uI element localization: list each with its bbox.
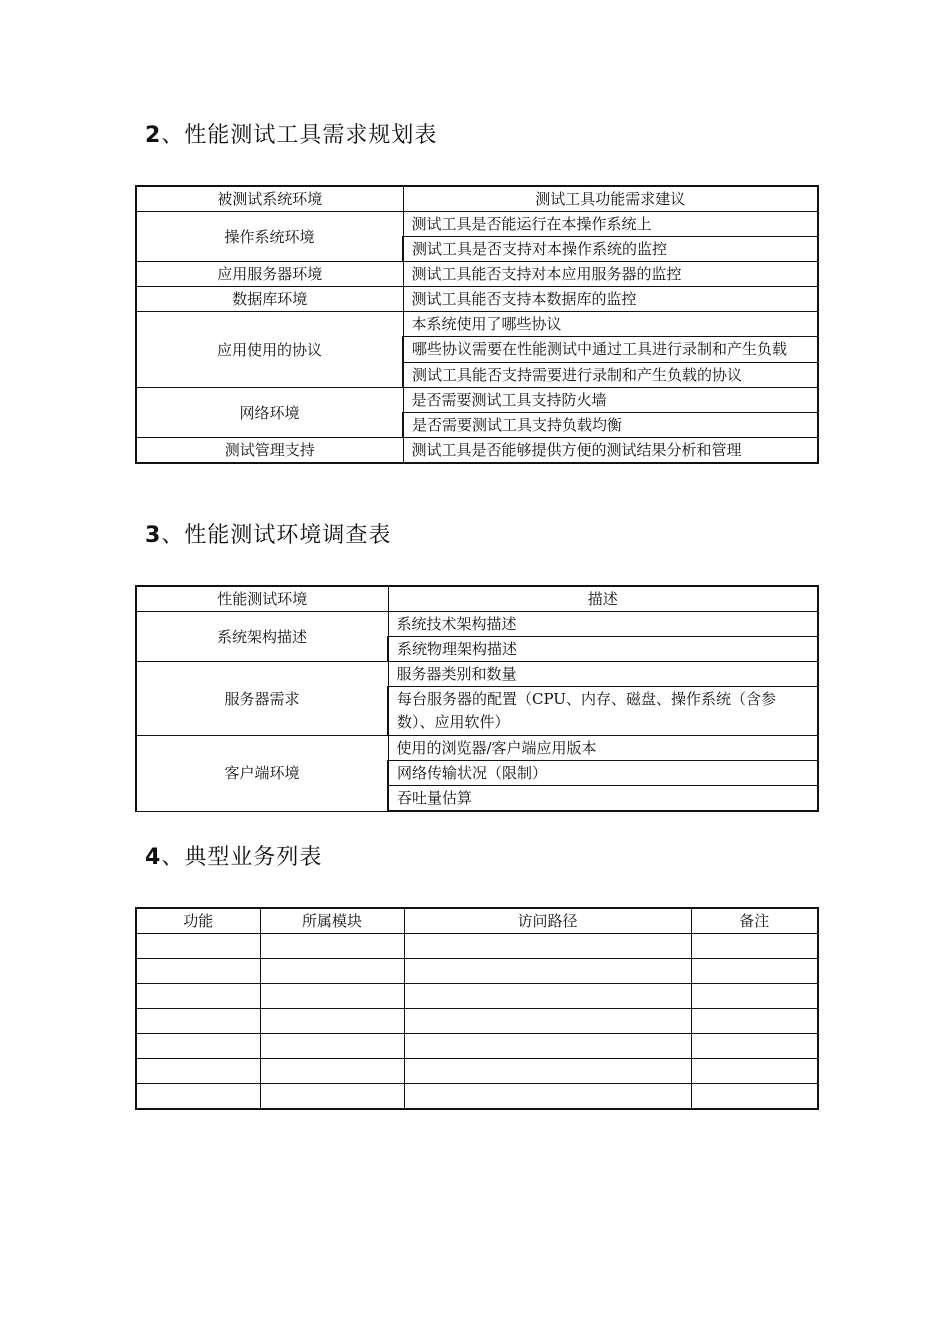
section-number: 3 [145,523,162,548]
table-header-row [136,908,818,934]
empty-cell [404,1009,691,1034]
table-row [136,287,818,312]
empty-cell [136,1034,260,1059]
requirement-item: 本系统使用了哪些协议 [403,312,818,337]
env-label: 系统架构描述 [136,612,388,662]
column-header: 备注 [691,908,818,934]
requirement-item: 测试工具能否支持需要进行录制和产生负载的协议 [403,363,818,388]
description-item: 系统物理架构描述 [388,637,818,662]
empty-cell [691,1084,818,1110]
column-header: 描述 [388,586,818,612]
empty-cell [260,1009,404,1034]
tool-requirements-table [135,185,819,464]
env-label: 网络环境 [136,388,403,438]
empty-cell [260,1034,404,1059]
empty-cell [136,959,260,984]
section-title-text: 、典型业务列表 [161,845,323,870]
requirement-item: 是否需要测试工具支持防火墙 [403,388,818,413]
empty-cell [136,1059,260,1084]
empty-cell [136,984,260,1009]
table-row [136,959,818,984]
column-header: 访问路径 [404,908,691,934]
empty-cell [404,984,691,1009]
empty-cell [404,1034,691,1059]
empty-cell [404,1084,691,1110]
section-title-text: 、性能测试环境调查表 [161,523,392,548]
env-label: 数据库环境 [136,287,403,312]
column-header: 测试工具功能需求建议 [403,186,818,212]
table-row [136,312,818,337]
section-number: 2 [145,123,162,148]
empty-cell [404,959,691,984]
empty-cell [691,1059,818,1084]
section-title [145,518,391,549]
section-number: 4 [145,845,162,870]
empty-cell [404,934,691,959]
table-row [136,262,818,287]
empty-cell [260,959,404,984]
table-row [136,438,818,464]
column-header: 功能 [136,908,260,934]
section-title [145,840,322,871]
description-item: 系统技术架构描述 [388,612,818,637]
env-label: 服务器需求 [136,662,388,736]
requirement-item: 测试工具能否支持本数据库的监控 [403,287,818,312]
env-label: 客户端环境 [136,736,388,812]
empty-cell [260,1059,404,1084]
requirement-item: 测试工具是否能够提供方便的测试结果分析和管理 [403,438,818,464]
empty-cell [691,1034,818,1059]
empty-cell [260,1084,404,1110]
description-item: 网络传输状况（限制） [388,761,818,786]
table-header-row [136,186,818,212]
table-row [136,1034,818,1059]
empty-cell [260,934,404,959]
table-row [136,612,818,637]
business-list-table [135,907,819,1110]
empty-cell [691,984,818,1009]
table-row [136,1009,818,1034]
empty-cell [691,934,818,959]
requirement-item: 测试工具能否支持对本应用服务器的监控 [403,262,818,287]
column-header: 性能测试环境 [136,586,388,612]
table-row [136,212,818,237]
empty-cell [691,1009,818,1034]
empty-cell [136,934,260,959]
env-label: 测试管理支持 [136,438,403,464]
empty-cell [404,1059,691,1084]
table-header-row [136,586,818,612]
table-row [136,736,818,761]
empty-cell [136,1084,260,1110]
table-row [136,662,818,687]
table-row [136,984,818,1009]
empty-cell [260,984,404,1009]
section-title [145,118,437,149]
env-label: 操作系统环境 [136,212,403,262]
description-item: 每台服务器的配置（CPU、内存、磁盘、操作系统（含参数）、应用软件） [388,687,818,736]
env-label: 应用服务器环境 [136,262,403,287]
table-row [136,1059,818,1084]
requirement-item: 测试工具是否支持对本操作系统的监控 [403,237,818,262]
requirement-item: 哪些协议需要在性能测试中通过工具进行录制和产生负载 [403,337,818,363]
environment-survey-table [135,585,819,812]
table-row [136,388,818,413]
empty-cell [136,1009,260,1034]
section-title-text: 、性能测试工具需求规划表 [161,123,438,148]
table-row [136,1084,818,1110]
column-header: 被测试系统环境 [136,186,403,212]
env-label: 应用使用的协议 [136,312,403,388]
column-header: 所属模块 [260,908,404,934]
description-item: 服务器类别和数量 [388,662,818,687]
empty-cell [691,959,818,984]
requirement-item: 测试工具是否能运行在本操作系统上 [403,212,818,237]
description-item: 吞吐量估算 [388,786,818,812]
table-row [136,934,818,959]
requirement-item: 是否需要测试工具支持负载均衡 [403,413,818,438]
description-item: 使用的浏览器/客户端应用版本 [388,736,818,761]
